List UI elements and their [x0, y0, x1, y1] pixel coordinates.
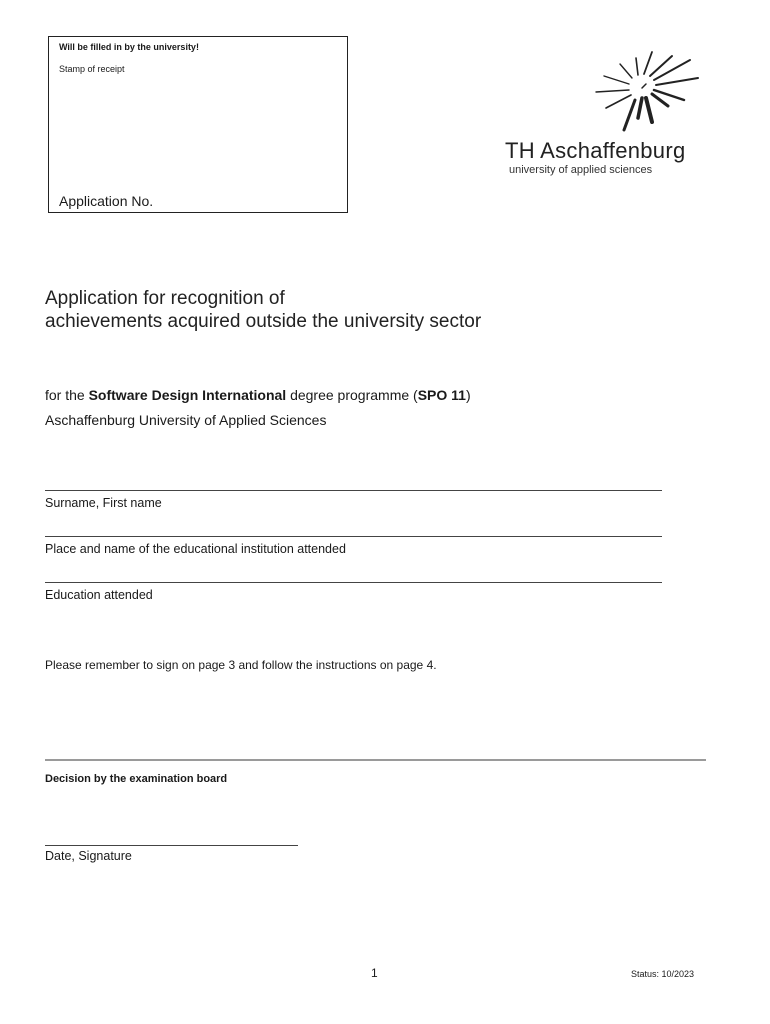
title-line-2: achievements acquired outside the university sector — [45, 311, 482, 332]
sunburst-logo-icon — [580, 48, 710, 140]
program-prefix: for the — [45, 387, 89, 403]
signature-label: Date, Signature — [45, 849, 132, 863]
education-field[interactable] — [45, 582, 662, 602]
stamp-receipt-label: Stamp of receipt — [59, 64, 125, 74]
institution-line[interactable] — [45, 536, 662, 537]
program-name: Software Design International — [88, 387, 287, 403]
surname-line[interactable] — [45, 490, 662, 491]
stamp-note: Will be filled in by the university! — [59, 42, 199, 52]
stamp-box — [48, 36, 348, 213]
surname-label: Surname, First name — [45, 496, 162, 510]
application-no-label: Application No. — [59, 193, 154, 209]
university-logo — [500, 48, 710, 183]
program-line — [45, 383, 471, 408]
section-divider — [45, 759, 706, 761]
university-name: Aschaffenburg University of Applied Sciences — [45, 412, 327, 428]
program-suffix: ) — [465, 387, 471, 403]
program-code: SPO 11 — [417, 387, 466, 403]
education-label: Education attended — [45, 588, 153, 602]
decision-heading: Decision by the examination board — [45, 773, 228, 785]
institution-label: Place and name of the educational institution attended — [45, 542, 346, 556]
education-line[interactable] — [45, 582, 662, 583]
logo-name: TH Aschaffenburg — [505, 138, 686, 163]
document-title — [45, 287, 481, 333]
status-text: Status: 10/2023 — [631, 969, 695, 979]
logo-subtitle: university of applied sciences — [509, 164, 653, 176]
reminder-text: Please remember to sign on page 3 and follow the instructions on page 4. — [45, 658, 437, 672]
institution-field[interactable] — [45, 536, 662, 556]
title-line-1: Application for recognition of — [45, 288, 285, 309]
surname-field[interactable] — [45, 490, 662, 510]
page-number: 1 — [371, 966, 378, 980]
signature-line[interactable] — [45, 845, 298, 846]
program-middle: degree programme ( — [286, 387, 418, 403]
program-info — [45, 383, 471, 433]
